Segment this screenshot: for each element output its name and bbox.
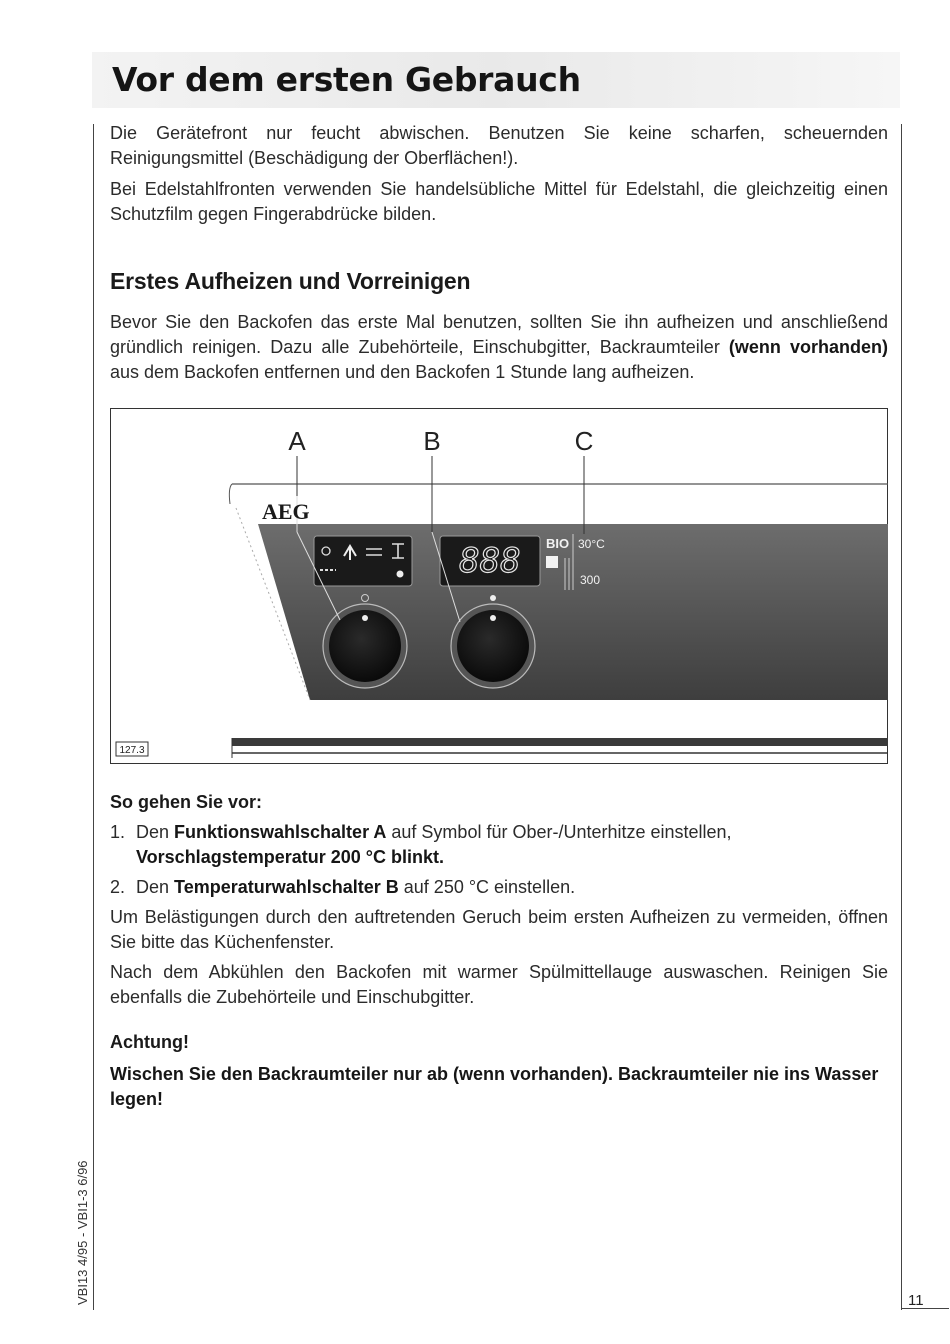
step-1 [110,820,888,870]
intro-paragraph-1: Die Gerätefront nur feucht abwischen. Benutzen Sie keine scharfen, scheuernden Reinigungsmittel (Beschädigung der Oberflächen!). [110,123,888,168]
after-paragraph-2: Nach dem Abkühlen den Backofen mit warmer Spülmittellauge auswaschen. Reinigen Sie ebenfalls die Zubehörteile und Einschubgitter. [110,962,888,1007]
callout-c-label: C [574,426,594,456]
callout-a-label: A [288,426,306,456]
section-paragraph-bold: (wenn vorhanden) [728,337,888,357]
step-1-bold-b: Vorschlagstemperatur 200 °C blinkt. [136,847,444,867]
step-2 [110,875,888,900]
step-1-text-b: auf Symbol für Ober-/Unterhitze einstellen, [386,822,732,842]
left-margin-rule [93,124,94,1310]
section-paragraph-text-b: aus dem Backofen entfernen und den Backofen 1 Stunde lang aufheizen. [110,362,695,382]
bio-indicator-icon [546,556,558,568]
step-1-text [136,820,888,870]
step-2-text-a: Den [136,877,175,897]
step-2-number: 2. [110,877,126,897]
callout-b-label: B [423,426,441,456]
control-panel-figure [110,408,888,764]
section-heading: Erstes Aufheizen und Vorreinigen [110,268,471,294]
section-paragraph-text-a: Bevor Sie den Backofen das erste Mal benutzen, sollten Sie ihn aufheizen und anschließend gründlich reinigen. Dazu alle Zubehörteile, Einschubgitter, Backraumteiler [110,312,888,357]
document-code: VBI13 4/95 - VBI1-3 6/96 [75,1160,90,1305]
section-paragraph [110,310,888,385]
step-2-bold: Temperaturwahlschalter B [174,877,399,897]
temp-high-label: 300 [580,573,601,587]
figure-ref: 127.3 [119,745,145,756]
brand-logo: AEG [262,499,310,524]
bio-label: BIO [546,536,570,551]
temp-low-label: 30°C [578,537,605,551]
intro-paragraph-2: Bei Edelstahlfronten verwenden Sie handelsübliche Mittel für Edelstahl, die gleichzeitig einen Schutzfilm gegen Fingerabdrücke bilden. [110,179,888,224]
warning-text: Wischen Sie den Backraumteiler nur ab (wenn vorhanden). Backraumteiler nie ins Wasser legen! [110,1064,879,1109]
step-1-number: 1. [110,822,126,842]
after-paragraph-1: Um Belästigungen durch den auftretenden Geruch beim ersten Aufheizen zu vermeiden, öffnen Sie bitte das Küchenfenster. [110,907,888,952]
indicator-dot-icon [397,571,404,578]
step-2-text [136,875,888,900]
step-2-text-b: auf 250 °C einstellen. [398,877,576,897]
warning-heading: Achtung! [110,1032,189,1052]
display-digits: 888 [459,541,521,581]
page-number: 11 [908,1292,924,1309]
right-margin-rule [901,124,902,1310]
bottom-rail [232,738,888,746]
step-1-text-a: Den [136,822,175,842]
page-title: Vor dem ersten Gebrauch [112,60,581,99]
step-1-bold-a: Funktionswahlschalter A [174,822,387,842]
control-panel-illustration [110,408,888,764]
steps-heading: So gehen Sie vor: [110,792,263,812]
